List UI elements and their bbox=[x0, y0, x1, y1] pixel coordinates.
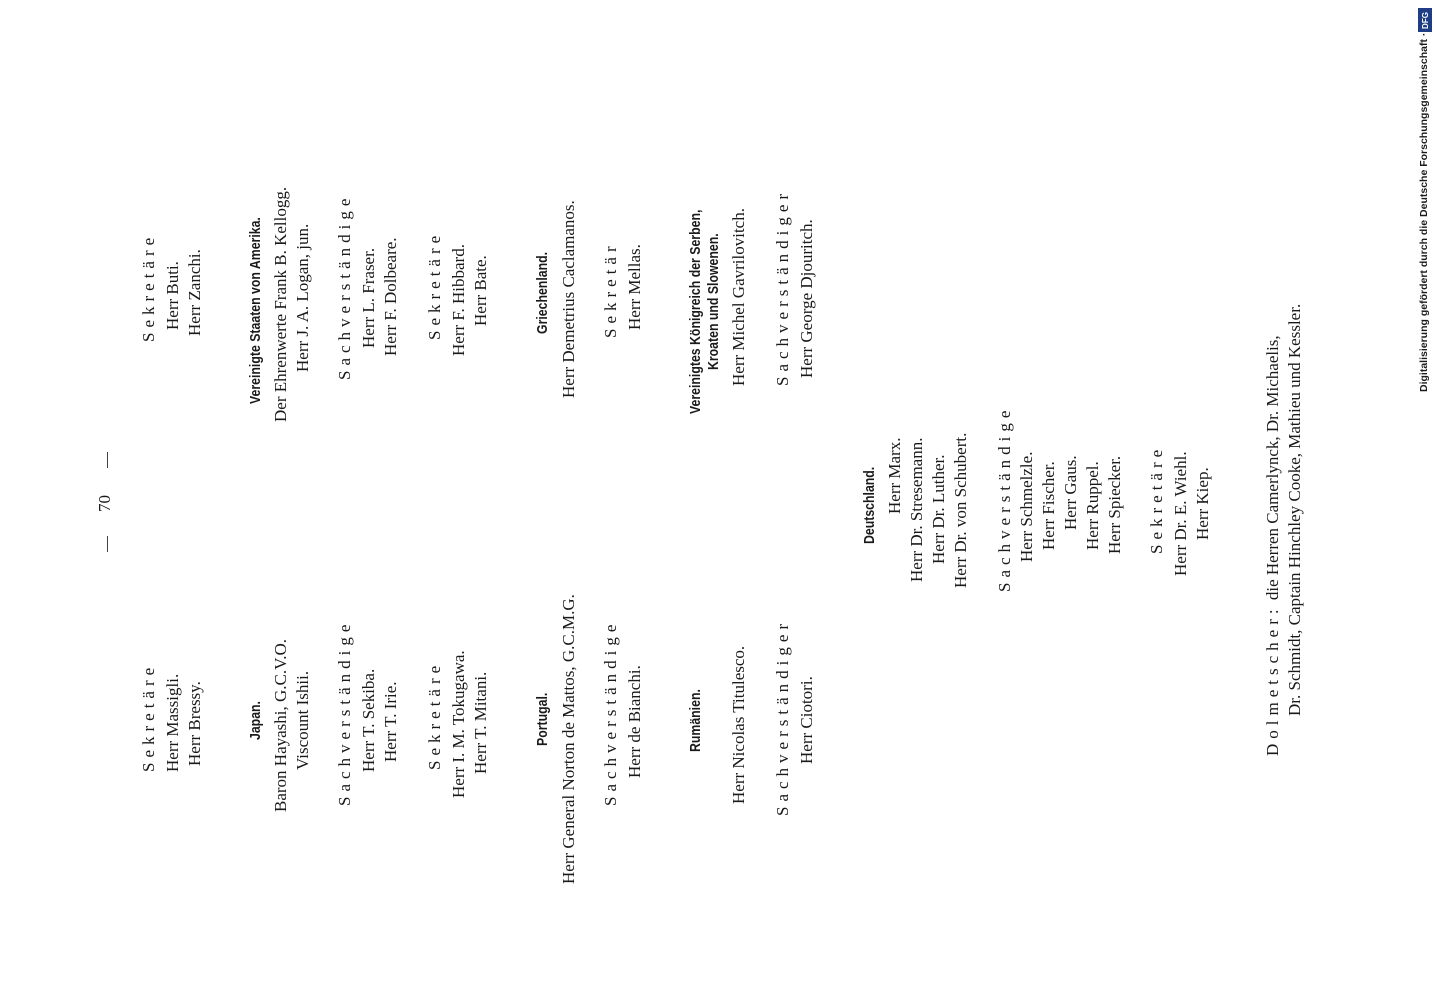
usa-heading: Vereinigte Staaten von Amerika. bbox=[247, 217, 264, 404]
japan-delegate-2: Viscount Ishii. bbox=[293, 670, 312, 770]
deutschland-secretary-1: Herr Dr. E. Wiehl. bbox=[1171, 451, 1190, 576]
dfg-logo-text: DFG bbox=[1420, 11, 1430, 29]
usa-secretaries-heading: Sekretäre bbox=[425, 230, 444, 340]
sbs-delegate-1: Herr Michel Gavrilovitch. bbox=[729, 208, 748, 386]
frankreich-secretary-2: Herr Bressy. bbox=[185, 681, 204, 766]
italien-secretary-2: Herr Zanchi. bbox=[185, 249, 204, 336]
usa-delegate-2: Herr J. A. Logan, jun. bbox=[293, 223, 312, 372]
deutschland-delegate-1: Herr Marx. bbox=[885, 437, 904, 514]
usa-expert-2: Herr F. Dolbeare. bbox=[381, 237, 400, 356]
japan-secretary-2: Herr T. Mitani. bbox=[471, 671, 490, 774]
frankreich-secretaries-heading: Sekretäre bbox=[139, 662, 158, 772]
japan-expert-1: Herr T. Sekiba. bbox=[359, 668, 378, 772]
sbs-experts-heading: Sachverständiger bbox=[773, 188, 792, 386]
usa-delegate-1: Der Ehrenwerte Frank B. Kellogg. bbox=[271, 186, 290, 422]
deutschland-expert-1: Herr Schmelzle. bbox=[1017, 451, 1036, 562]
deutschland-secretaries-heading: Sekretäre bbox=[1147, 444, 1166, 554]
griechenland-delegate-1: Herr Demetrius Caclamanos. bbox=[559, 200, 578, 398]
portugal-heading: Portugal. bbox=[534, 692, 551, 746]
deutschland-expert-4: Herr Ruppel. bbox=[1083, 461, 1102, 550]
griechenland-secretaries-heading: Sekretär bbox=[601, 241, 620, 338]
rumaenien-heading: Rumänien. bbox=[687, 689, 704, 752]
japan-heading: Japan. bbox=[247, 701, 264, 740]
page-number-dash-top bbox=[107, 452, 108, 468]
deutschland-delegate-4: Herr Dr. von Schubert. bbox=[951, 432, 970, 588]
interpreters-line-1 bbox=[1264, 335, 1281, 756]
deutschland-expert-3: Herr Gaus. bbox=[1061, 455, 1080, 530]
italien-secretaries-heading: Sekretäre bbox=[139, 232, 158, 342]
deutschland-secretary-2: Herr Kiep. bbox=[1193, 467, 1212, 540]
interpreters-label: Dolmetscher: bbox=[1263, 604, 1282, 756]
griechenland-secretary-1: Herr Mellas. bbox=[625, 244, 644, 330]
japan-expert-2: Herr T. Irie. bbox=[381, 681, 400, 762]
deutschland-expert-5: Herr Spiecker. bbox=[1105, 455, 1124, 554]
usa-expert-1: Herr L. Fraser. bbox=[359, 247, 378, 348]
usa-secretary-2: Herr Bate. bbox=[471, 255, 490, 326]
sbs-heading-line1: Vereinigtes Königreich der Serben, bbox=[687, 209, 704, 414]
usa-secretary-1: Herr F. Hibbard. bbox=[449, 244, 468, 356]
deutschland-expert-2: Herr Fischer. bbox=[1039, 461, 1058, 550]
frankreich-secretary-1: Herr Massigli. bbox=[163, 673, 182, 772]
dfg-logo bbox=[1418, 8, 1432, 32]
japan-secretary-1: Herr I. M. Tokugawa. bbox=[449, 650, 468, 798]
interpreters-names-1: die Herren Camerlynck, Dr. Michaelis, bbox=[1263, 335, 1282, 601]
page-number: 70 bbox=[95, 495, 114, 512]
sbs-heading-line2: Kroaten und Slowenen. bbox=[705, 233, 722, 370]
portugal-experts-heading: Sachverständige bbox=[601, 619, 620, 806]
portugal-expert-1: Herr de Bianchi. bbox=[625, 665, 644, 778]
interpreters-line-2: Dr. Schmidt, Captain Hinchley Cooke, Mathieu und Kessler. bbox=[1285, 303, 1304, 716]
sbs-expert-1: Herr George Djouritch. bbox=[797, 219, 816, 378]
japan-experts-heading: Sachverständige bbox=[335, 619, 354, 806]
rumaenien-delegate-1: Herr Nicolas Titulesco. bbox=[729, 645, 748, 804]
portugal-delegate-1: Herr General Norton de Mattos, G.C.M.G. bbox=[559, 594, 578, 884]
deutschland-delegate-2: Herr Dr. Stresemann. bbox=[907, 437, 926, 582]
deutschland-delegate-3: Herr Dr. Luther. bbox=[929, 454, 948, 564]
italien-secretary-1: Herr Buti. bbox=[163, 261, 182, 330]
deutschland-heading: Deutschland. bbox=[861, 466, 878, 544]
japan-delegate-1: Baron Hayashi, G.C.V.O. bbox=[271, 639, 290, 812]
japan-secretaries-heading: Sekretäre bbox=[425, 660, 444, 770]
rumaenien-expert-1: Herr Ciotori. bbox=[797, 676, 816, 764]
digitization-footer: Digitalisierung gefördert durch die Deutsche Forschungsgemeinschaft · bbox=[1418, 32, 1430, 392]
griechenland-heading: Griechenland. bbox=[534, 251, 551, 334]
rumaenien-experts-heading: Sachverständiger bbox=[773, 618, 792, 816]
usa-experts-heading: Sachverständige bbox=[335, 193, 354, 380]
page-number-dash-bottom bbox=[107, 536, 108, 552]
deutschland-experts-heading: Sachverständige bbox=[995, 405, 1014, 592]
